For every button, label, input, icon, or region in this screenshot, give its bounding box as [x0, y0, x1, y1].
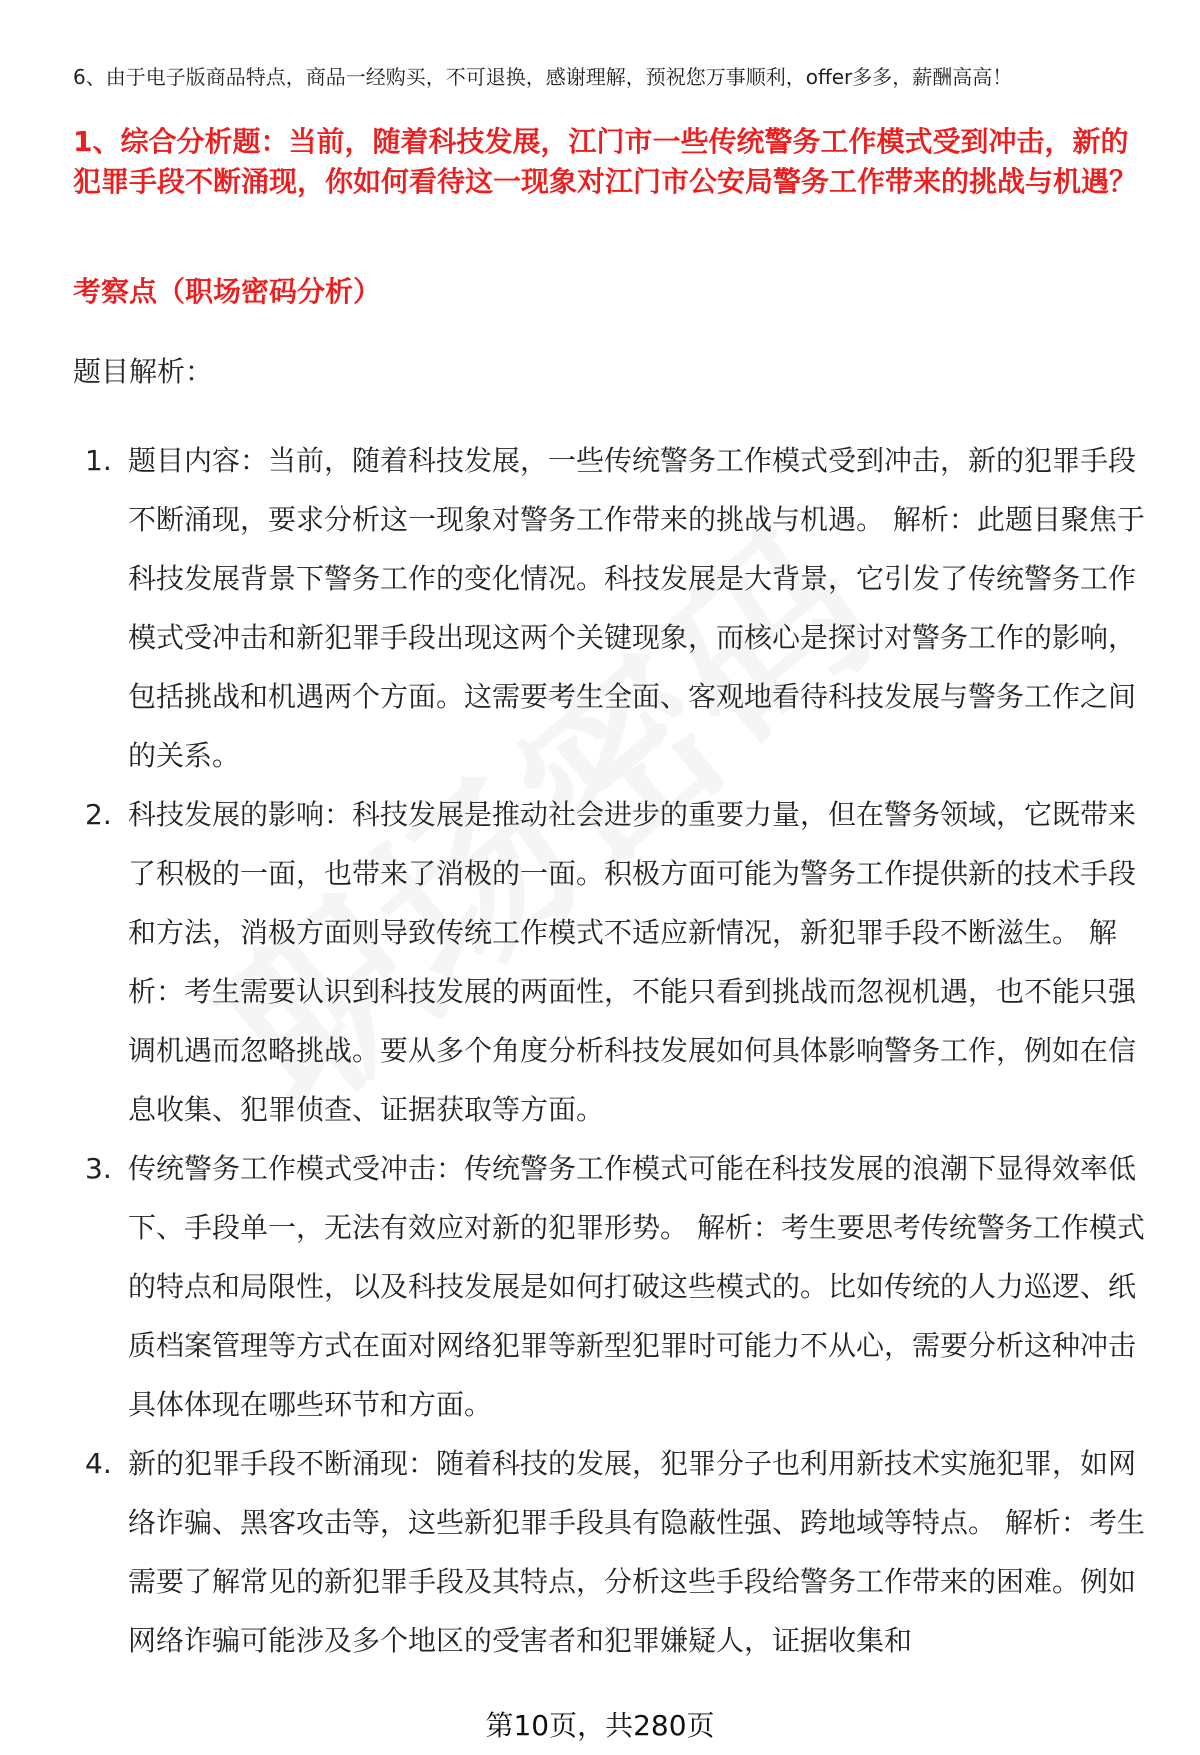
question-heading: 1、综合分析题：当前，随着科技发展，江门市一些传统警务工作模式受到冲击，新的犯罪手段不断涌现，你如何看待这一现象对江门市公安局警务工作带来的挑战与机遇？: [73, 125, 1138, 198]
purchase-notice: 6、由于电子版商品特点，商品一经购买，不可退换，感谢理解，预祝您万事顺利，offer多多，薪酬高高！: [73, 65, 1013, 89]
point-number: 2.: [85, 798, 112, 831]
analysis-point: [73, 1434, 1153, 1670]
point-text: 科技发展的影响：科技发展是推动社会进步的重要力量，但在警务领域，它既带来了积极的一面，也带来了消极的一面。积极方面可能为警务工作提供新的技术手段和方法，消极方面则导致传统工作模式不适应新情况，新犯罪手段不断滋生。 解析：考生需要认识到科技发展的两面性，不能只看到挑战而忽视机遇，也不能只强调机遇而忽略挑战。要从多个角度分析科技发展如何具体影响警务工作，例如在信息收集、犯罪侦查、证据获取等方面。: [128, 798, 1137, 1126]
analysis-points-list: [73, 431, 1153, 1670]
analysis-point: [73, 785, 1153, 1139]
point-number: 1.: [85, 444, 112, 477]
page-number: 第10页，共280页: [485, 1709, 715, 1742]
section-title: 考察点（职场密码分析）: [73, 275, 382, 308]
analysis-point: [73, 1139, 1153, 1434]
point-text: 传统警务工作模式受冲击：传统警务工作模式可能在科技发展的浪潮下显得效率低下、手段单一，无法有效应对新的犯罪形势。 解析：考生要思考传统警务工作模式的特点和局限性，以及科技发展是如何打破这些模式的。比如传统的人力巡逻、纸质档案管理等方式在面对网络犯罪等新型犯罪时可能力不从心，需要分析这种冲击具体体现在哪些环节和方面。: [128, 1152, 1145, 1421]
analysis-subtitle: 题目解析：: [73, 355, 214, 388]
point-number: 4.: [85, 1447, 112, 1480]
point-text: 题目内容：当前，随着科技发展，一些传统警务工作模式受到冲击，新的犯罪手段不断涌现，要求分析这一现象对警务工作带来的挑战与机遇。 解析：此题目聚焦于科技发展背景下警务工作的变化情况。科技发展是大背景，它引发了传统警务工作模式受冲击和新犯罪手段出现这两个关键现象，而核心是探讨对警务工作的影响，包括挑战和机遇两个方面。这需要考生全面、客观地看待科技发展与警务工作之间的关系。: [128, 444, 1145, 772]
analysis-point: [73, 431, 1153, 785]
point-number: 3.: [85, 1152, 112, 1185]
point-text: 新的犯罪手段不断涌现：随着科技的发展，犯罪分子也利用新技术实施犯罪，如网络诈骗、黑客攻击等，这些新犯罪手段具有隐蔽性强、跨地域等特点。 解析：考生需要了解常见的新犯罪手段及其特点，分析这些手段给警务工作带来的困难。例如网络诈骗可能涉及多个地区的受害者和犯罪嫌疑人，证据收集和: [128, 1447, 1145, 1657]
